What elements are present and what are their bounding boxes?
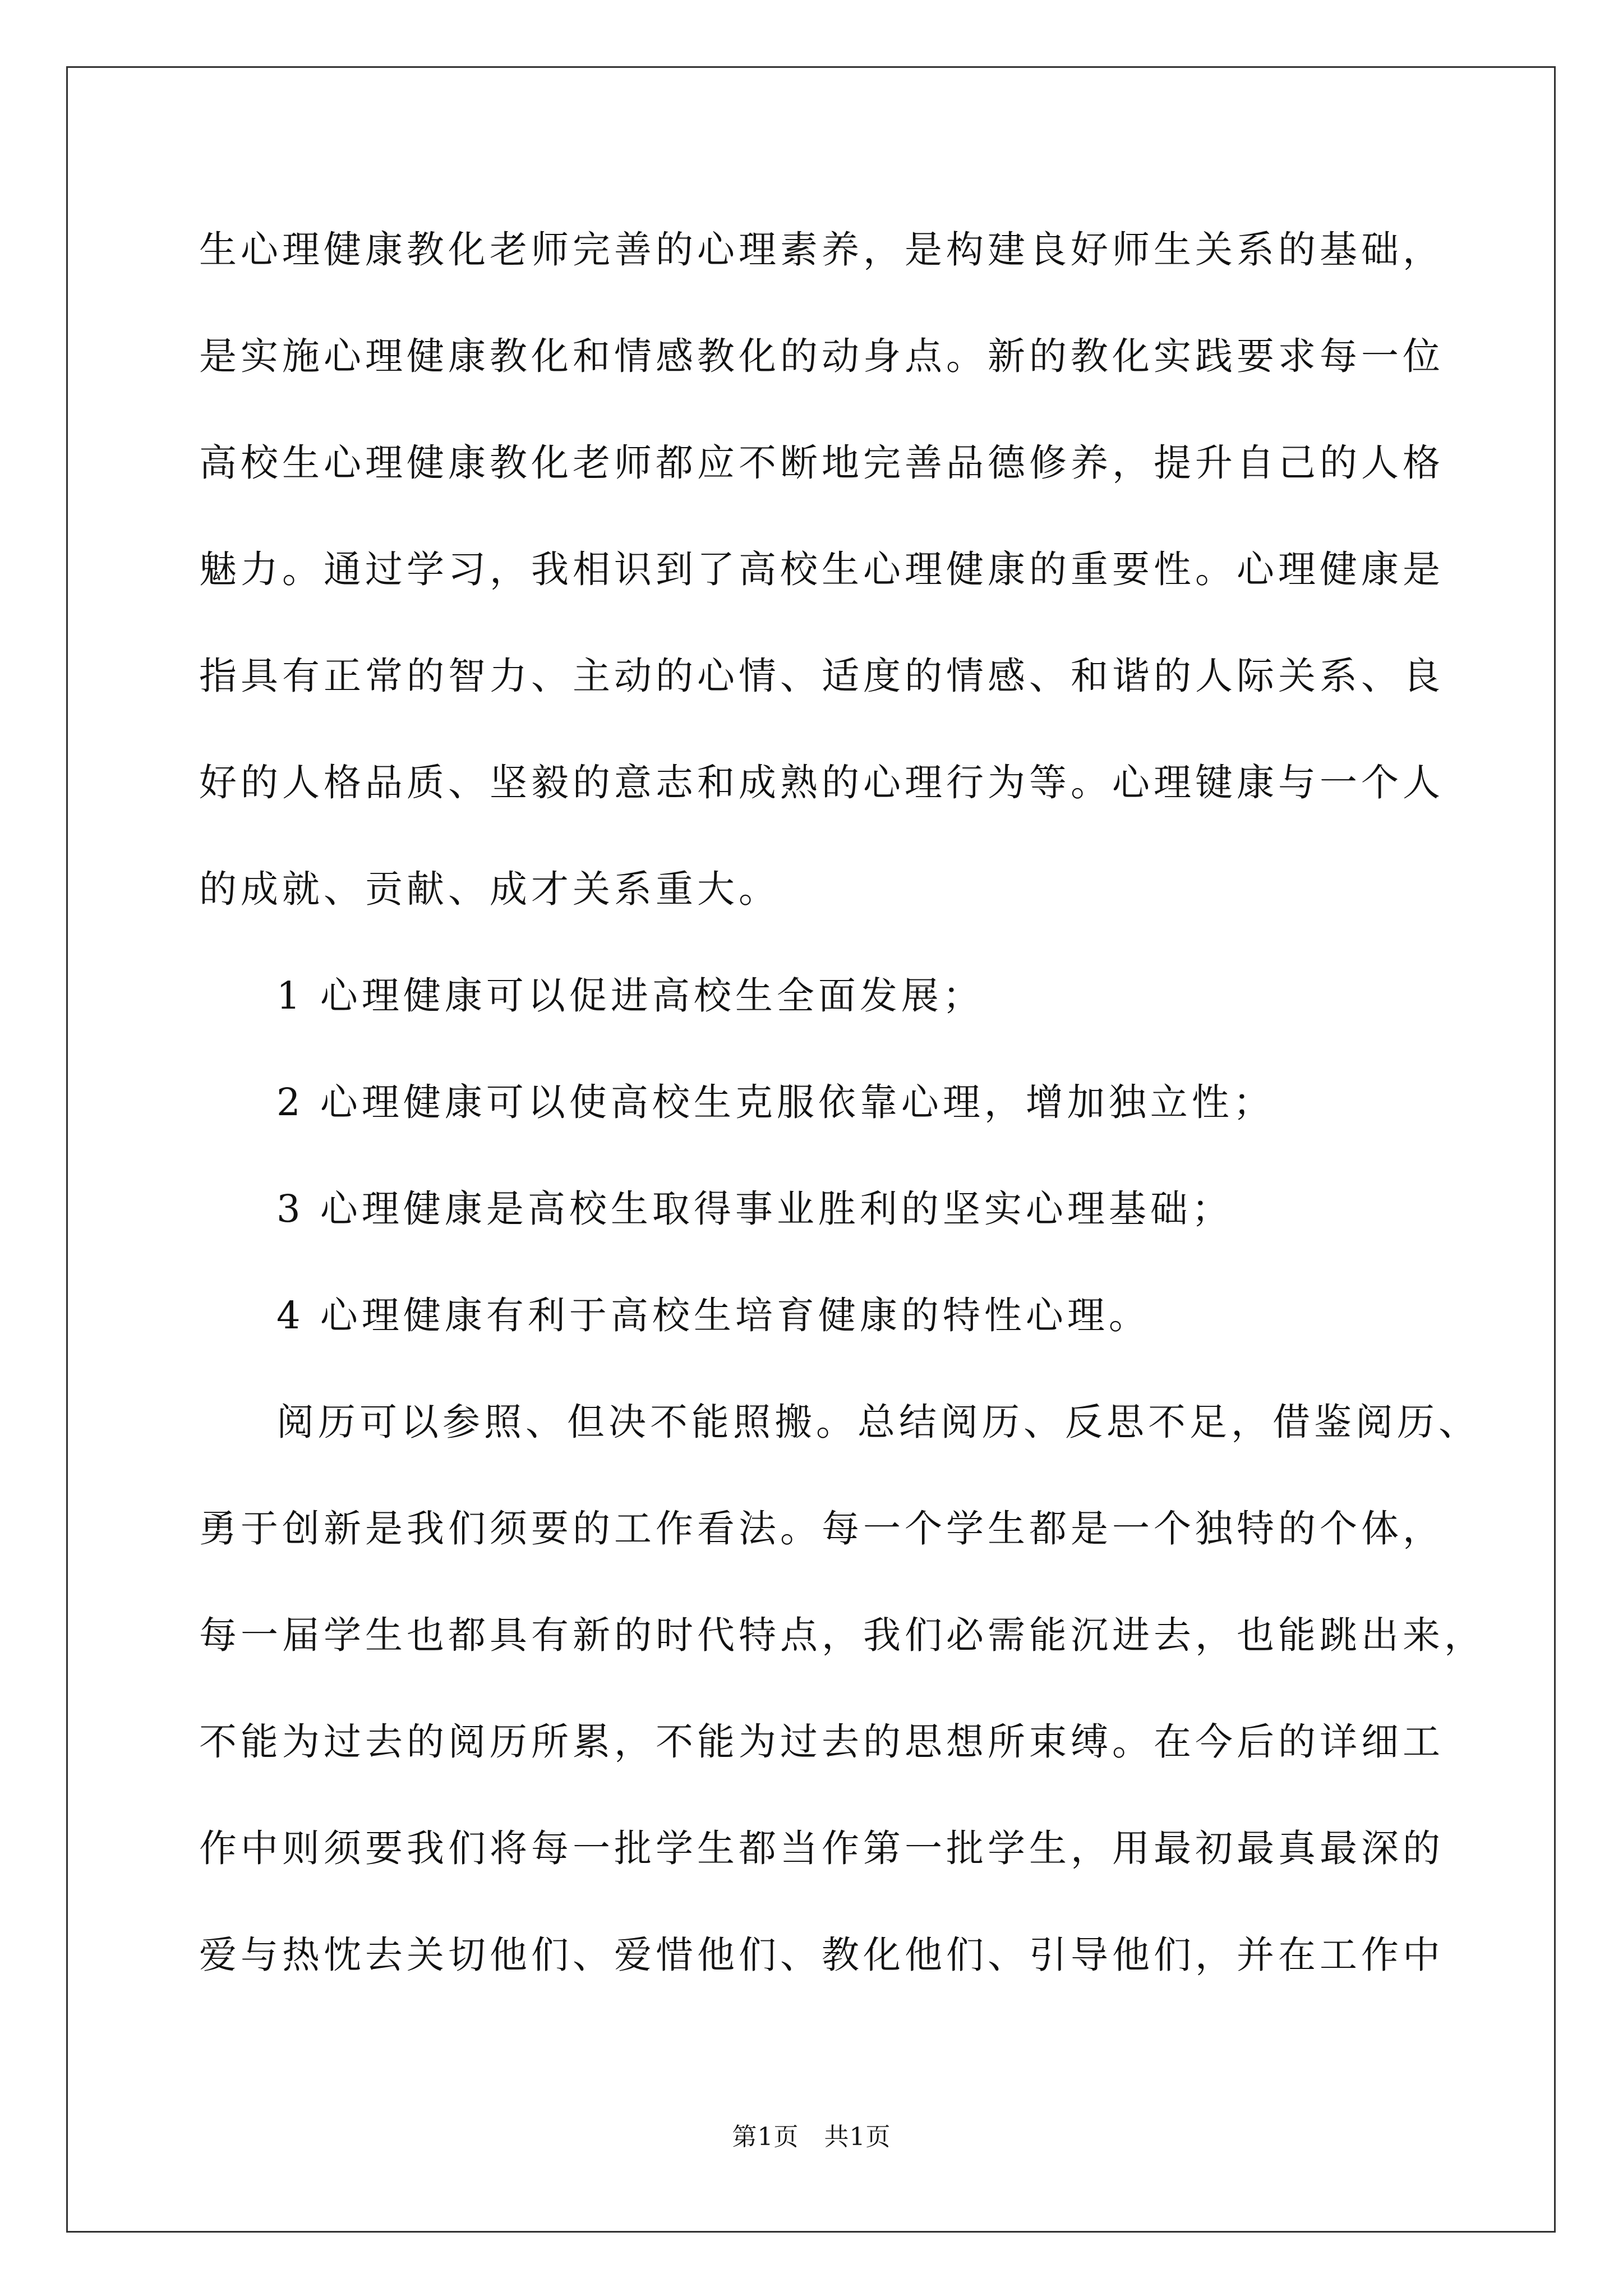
paragraph-start: 阅历可以参照、但决不能照搬。总结阅历、反思不足，借鉴阅历、 (276, 1400, 1480, 1444)
list-item: 3 心理健康是高校生取得事业胜利的坚实心理基础； (276, 1187, 1233, 1231)
text-line: 魅力。通过学习，我相识到了高校生心理健康的重要性。心理健康是 (199, 547, 1444, 591)
list-item: 2 心理健康可以使高校生克服依靠心理，增加独立性； (276, 1080, 1275, 1124)
text-line: 爱与热忱去关切他们、爱惜他们、教化他们、引导他们，并在工作中 (199, 1933, 1444, 1977)
text-line: 高校生心理健康教化老师都应不断地完善品德修养，提升自己的人格 (199, 441, 1444, 485)
page-number-footer: 第1页 共1页 (732, 2123, 891, 2151)
text-line: 每一届学生也都具有新的时代特点，我们必需能沉进去，也能跳出来， (199, 1613, 1486, 1657)
text-line: 不能为过去的阅历所累，不能为过去的思想所束缚。在今后的详细工 (199, 1720, 1444, 1764)
text-line: 生心理健康教化老师完善的心理素养，是构建良好师生关系的基础， (199, 228, 1444, 272)
list-item: 1 心理健康可以促进高校生全面发展； (276, 974, 984, 1018)
text-line: 勇于创新是我们须要的工作看法。每一个学生都是一个独特的个体， (199, 1507, 1444, 1550)
page-border (66, 66, 1556, 2233)
text-line: 作中则须要我们将每一批学生都当作第一批学生，用最初最真最深的 (199, 1826, 1444, 1870)
text-line: 指具有正常的智力、主动的心情、适度的情感、和谐的人际关系、良 (199, 654, 1444, 698)
text-line: 好的人格品质、坚毅的意志和成熟的心理行为等。心理键康与一个人 (199, 761, 1444, 804)
text-line: 是实施心理健康教化和情感教化的动身点。新的教化实践要求每一位 (199, 334, 1444, 378)
text-line: 的成就、贡献、成才关系重大。 (199, 867, 780, 911)
list-item: 4 心理健康有利于高校生培育健康的特性心理。 (276, 1294, 1150, 1337)
